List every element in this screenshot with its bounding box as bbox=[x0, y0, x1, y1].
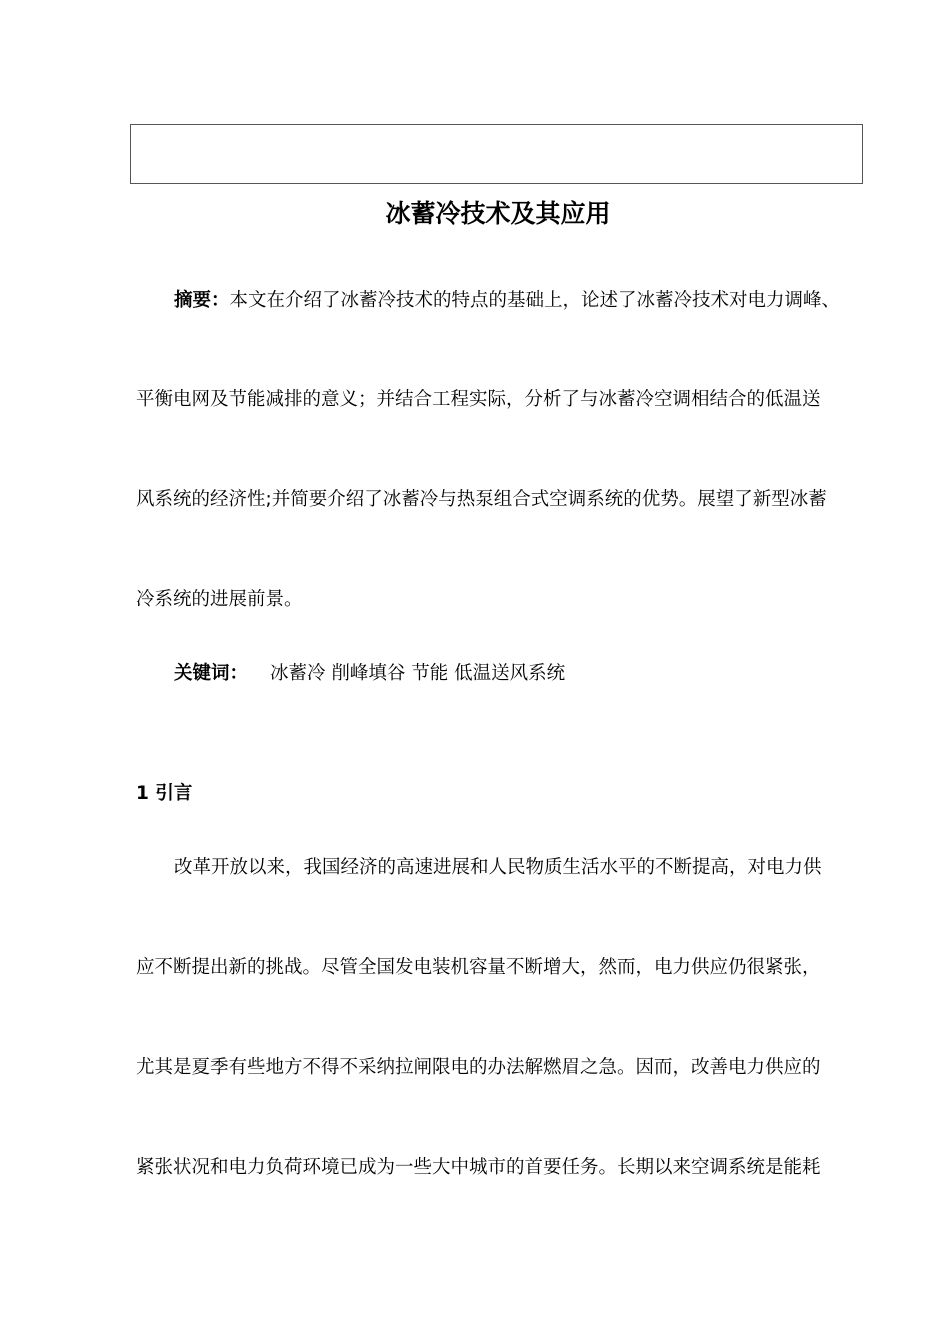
header-box bbox=[130, 124, 863, 184]
body-line-1: 改革开放以来，我国经济的高速进展和人民物质生活水平的不断提高，对电力供 bbox=[174, 857, 822, 878]
keywords-line bbox=[174, 661, 565, 687]
abstract-line-4: 冷系统的进展前景。 bbox=[136, 589, 303, 610]
body-line-2: 应不断提出新的挑战。尽管全国发电装机容量不断增大，然而，电力供应仍很紧张， bbox=[136, 957, 821, 978]
keywords-label: 关键词： bbox=[174, 663, 249, 684]
abstract-line-2: 平衡电网及节能减排的意义；并结合工程实际，分析了与冰蓄冷空调相结合的低温送 bbox=[136, 389, 821, 410]
section-heading: 1 引言 bbox=[136, 783, 193, 804]
abstract-text-1: 本文在介绍了冰蓄冷技术的特点的基础上，论述了冰蓄冷技术对电力调峰、 bbox=[229, 290, 841, 311]
abstract-label: 摘要： bbox=[174, 290, 230, 311]
keywords-text: 冰蓄冷 削峰填谷 节能 低温送风系统 bbox=[270, 663, 566, 684]
abstract-line-3: 风系统的经济性;并简要介绍了冰蓄冷与热泵组合式空调系统的优势。展望了新型冰蓄 bbox=[136, 489, 827, 510]
abstract-line-1 bbox=[174, 288, 840, 314]
body-line-3: 尤其是夏季有些地方不得不采纳拉闸限电的办法解燃眉之急。因而，改善电力供应的 bbox=[136, 1057, 821, 1078]
document-title: 冰蓄冷技术及其应用 bbox=[385, 199, 611, 228]
body-line-4: 紧张状况和电力负荷环境已成为一些大中城市的首要任务。长期以来空调系统是能耗 bbox=[136, 1157, 821, 1178]
